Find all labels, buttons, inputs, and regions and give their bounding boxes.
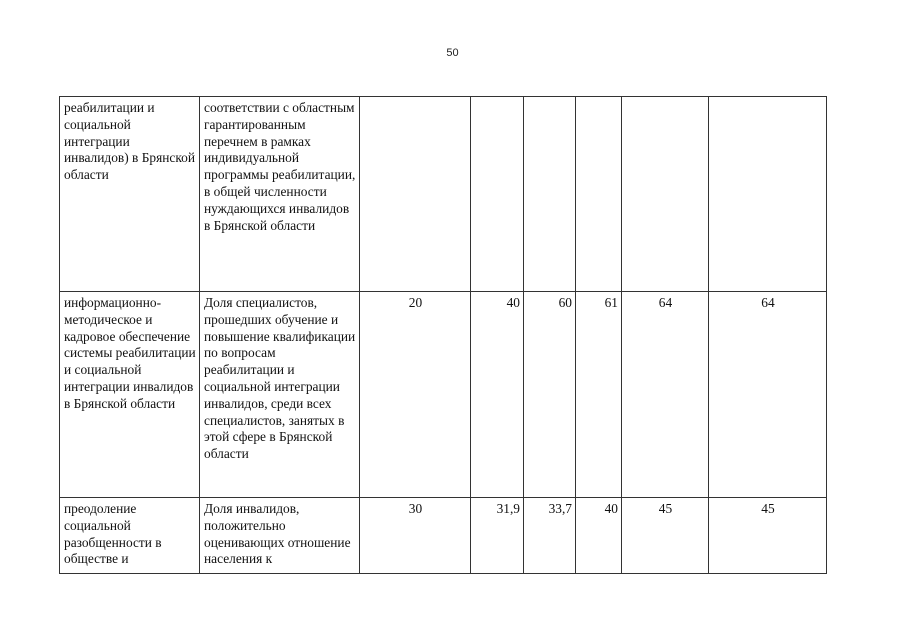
table-row: [60, 292, 827, 498]
value-cell: 45: [709, 498, 827, 574]
value-cell: [576, 97, 622, 292]
value-cell: [622, 97, 709, 292]
value-cell: 64: [709, 292, 827, 498]
value-cell: 31,9: [471, 498, 524, 574]
value-cell: [360, 97, 471, 292]
value-cell: 20: [360, 292, 471, 498]
value-cell: 64: [622, 292, 709, 498]
value-cell: 30: [360, 498, 471, 574]
table-row: [60, 97, 827, 292]
indicators-table: [59, 96, 827, 574]
indicator-cell: Доля специалистов, прошедших обучение и повышение квалификации по вопросам реабилитации и социальной интеграции инвалидов, среди всех специалистов, занятых в этой сфере в Брянской области: [200, 292, 360, 498]
table-row: [60, 498, 827, 574]
value-cell: 40: [471, 292, 524, 498]
indicator-cell: Доля инвалидов, положительно оценивающих отношение населения к: [200, 498, 360, 574]
value-cell: 60: [524, 292, 576, 498]
task-cell: информационно-методическое и кадровое обеспечение системы реабилитации и социальной интеграции инвалидов в Брянской области: [60, 292, 200, 498]
value-cell: [524, 97, 576, 292]
indicator-cell: соответствии с областным гарантированным перечнем в рамках индивидуальной программы реабилитации, в общей численности нуждающихся инвалидов в Брянской области: [200, 97, 360, 292]
task-cell: преодоление социальной разобщенности в обществе и: [60, 498, 200, 574]
value-cell: [709, 97, 827, 292]
task-cell: реабилитации и социальной интеграции инвалидов) в Брянской области: [60, 97, 200, 292]
value-cell: 40: [576, 498, 622, 574]
value-cell: 33,7: [524, 498, 576, 574]
page-number: 50: [446, 47, 459, 59]
value-cell: [471, 97, 524, 292]
value-cell: 45: [622, 498, 709, 574]
value-cell: 61: [576, 292, 622, 498]
